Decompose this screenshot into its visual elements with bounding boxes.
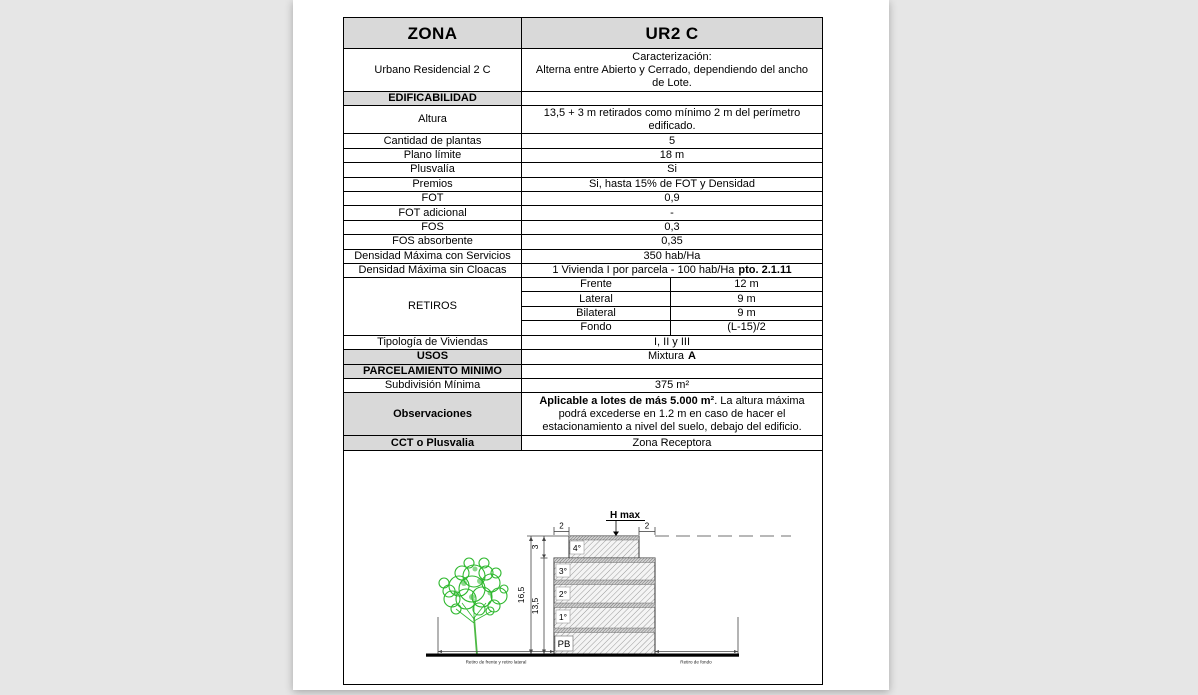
table-row <box>344 221 822 235</box>
fot-adicional-label: FOT adicional <box>344 206 522 219</box>
table-row <box>344 192 822 206</box>
usos-text: Mixtura <box>647 350 685 363</box>
caracterizacion-title: Caracterización: <box>632 50 712 63</box>
retiro-fondo-caption: Retiro de fondo <box>680 659 712 665</box>
premios-value: Si, hasta 15% de FOT y Densidad <box>588 177 756 190</box>
densidad-con-servicios-value: 350 hab/Ha <box>643 249 701 262</box>
retiros-subtable <box>522 278 822 335</box>
zone-code-cell: UR2 C <box>522 18 822 48</box>
cantidad-plantas-label: Cantidad de plantas <box>344 134 522 147</box>
table-row <box>344 250 822 264</box>
retiro-frente-value: 12 m <box>734 278 759 291</box>
densidad-sin-cloacas-ref: pto. 2.1.11 <box>738 264 792 277</box>
table-row <box>344 206 822 220</box>
table-row <box>344 379 822 393</box>
table-row <box>344 106 822 134</box>
usos-mixtura-class: A <box>688 350 696 363</box>
observaciones-text: . La altura máxima podrá excederse en 1.2 m en caso de hacer el estacionamiento a nivel del suelo, debajo del edificio. <box>542 394 805 433</box>
table-row-usos <box>344 350 822 364</box>
table-row-caracterizacion <box>344 49 822 92</box>
table-row-section <box>344 365 822 379</box>
observaciones-value <box>522 393 822 435</box>
zone-name-cell: Urbano Residencial 2 C <box>344 49 522 91</box>
observaciones-label: Observaciones <box>344 393 522 435</box>
empty-cell <box>522 365 822 378</box>
table-row-section <box>344 92 822 106</box>
table-row-diagram <box>344 451 822 684</box>
table-row <box>522 278 822 292</box>
fos-absorbente-label: FOS absorbente <box>344 235 522 248</box>
dim-lower-label: 13,5 <box>530 597 540 615</box>
edificabilidad-section-header: EDIFICABILIDAD <box>344 92 522 105</box>
document-page <box>293 0 889 690</box>
cct-value: Zona Receptora <box>632 436 712 449</box>
retiro-bilateral-label: Bilateral <box>522 307 671 320</box>
ground-labels <box>466 659 713 664</box>
retiros-label: RETIROS <box>344 278 522 335</box>
tipologia-value: I, II y III <box>653 336 691 349</box>
floor-label-4: 4° <box>572 542 582 553</box>
h-max-label: H max <box>609 509 641 521</box>
altura-label: Altura <box>344 106 522 133</box>
tipologia-label: Tipología de Viviendas <box>344 336 522 349</box>
subdivision-label: Subdivisión Mínima <box>344 379 522 392</box>
table-row <box>344 235 822 249</box>
ground-line <box>426 653 739 656</box>
empty-cell <box>522 92 822 105</box>
fot-label: FOT <box>344 192 522 205</box>
densidad-sin-cloacas-label: Densidad Máxima sin Cloacas <box>344 264 522 277</box>
setback-right-label: 2 <box>644 521 650 531</box>
densidad-sin-cloacas-text: 1 Vivienda I por parcela - 100 hab/Ha <box>552 264 735 277</box>
cct-label: CCT o Plusvalia <box>344 436 522 449</box>
tree-illustration <box>439 558 508 655</box>
floor-label-1: 1° <box>558 611 568 622</box>
setback-left-label: 2 <box>559 521 564 531</box>
dim-total-label: 16,5 <box>516 586 526 604</box>
table-row-cct <box>344 436 822 450</box>
densidad-sin-cloacas-value <box>522 264 822 277</box>
fot-value: 0,9 <box>664 192 680 205</box>
table-row <box>522 307 822 321</box>
table-row-observaciones <box>344 393 822 436</box>
fos-label: FOS <box>344 221 522 234</box>
retiro-bilateral-value: 9 m <box>737 306 756 319</box>
fos-value: 0,3 <box>664 220 680 233</box>
zoning-table <box>343 17 823 685</box>
premios-label: Premios <box>344 178 522 191</box>
retiro-lateral-label: Lateral <box>522 292 671 305</box>
retiro-frente-lateral-caption: Retiro de frente y retiro lateral <box>465 659 527 665</box>
table-row <box>344 178 822 192</box>
parcelamiento-section-header: PARCELAMIENTO MINIMO <box>344 365 522 378</box>
table-row <box>522 321 822 335</box>
diagram-cell <box>344 451 822 684</box>
caracterizacion-text: Alterna entre Abierto y Cerrado, dependiendo del ancho de Lote. <box>535 63 809 89</box>
plusvalia-value: Si <box>667 163 677 176</box>
zoning-diagram <box>344 451 822 682</box>
table-row <box>344 149 822 163</box>
usos-value <box>522 350 822 363</box>
table-row-header <box>344 18 822 49</box>
floor-label-3: 3° <box>558 565 568 576</box>
densidad-con-servicios-label: Densidad Máxima con Servicios <box>344 250 522 263</box>
table-row-retiros <box>344 278 822 336</box>
observaciones-bold-text: Aplicable a lotes de más 5.000 m² <box>539 394 715 407</box>
table-row <box>522 292 822 306</box>
plano-limite-label: Plano límite <box>344 149 522 162</box>
fos-absorbente-value: 0,35 <box>661 235 683 248</box>
table-row <box>344 336 822 350</box>
table-row <box>344 163 822 177</box>
table-row <box>344 134 822 148</box>
plano-limite-value: 18 m <box>659 148 685 161</box>
retiro-fondo-label: Fondo <box>522 321 671 335</box>
retiro-lateral-value: 9 m <box>737 292 756 305</box>
retiro-frente-label: Frente <box>522 278 671 291</box>
caracterizacion-cell <box>522 49 822 91</box>
retiro-fondo-value: (L-15)/2 <box>727 321 766 334</box>
subdivision-value: 375 m² <box>654 379 690 392</box>
table-row <box>344 264 822 278</box>
dim-upper-label: 3 <box>530 544 540 550</box>
zona-header-cell: ZONA <box>344 18 522 48</box>
altura-value: 13,5 + 3 m retirados como mínimo 2 m del perímetro edificado. <box>543 106 801 132</box>
usos-section-header: USOS <box>344 350 522 363</box>
floor-label-2: 2° <box>558 588 568 599</box>
cantidad-plantas-value: 5 <box>668 134 676 147</box>
floor-label-pb: PB <box>557 638 571 650</box>
fot-adicional-value: - <box>670 206 674 219</box>
plusvalia-label: Plusvalía <box>344 163 522 176</box>
